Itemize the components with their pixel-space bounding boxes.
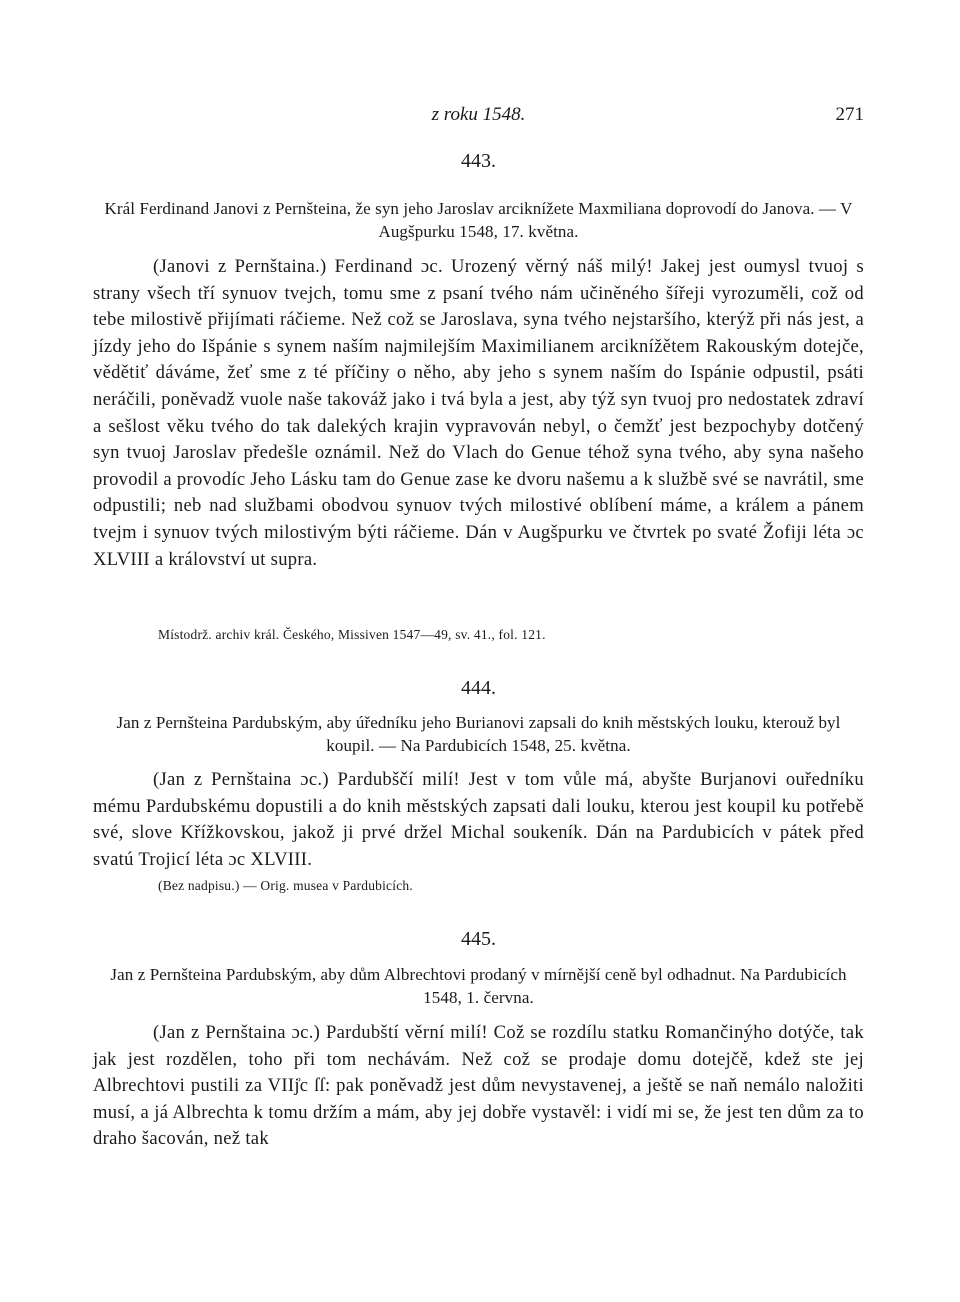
letter-source: (Bez nadpisu.) — Orig. musea v Pardubicích. — [158, 878, 413, 893]
letter-summary: Jan z Pernšteina Pardubským, aby dům Albrechtovi prodaný v mírnější ceně byl odhadnut. Na Pardubicích 1548, 1. června. — [110, 965, 847, 1007]
letter-summary: Jan z Pernšteina Pardubským, aby úředníku jeho Burianovi zapsali do knih městských louku, kterouž byl koupil. — Na Pardubicích 1548, 25. května. — [116, 713, 841, 755]
page-header — [93, 104, 864, 134]
letter-body: (Jan z Pernštaina ɔc.) Pardubščí milí! Jest v tom vůle má, abyšte Burjanovi ouředníku mému Pardubskému dopustili a do knih městských zapsati dali louku, kterou jest koupil ku potřebě své, slove Křížkovskou, jakož ji prvé držel Michal soukeník. Dán na Pardubicích v pátek před svatú Trojicí léta ɔc XLVIII. — [93, 769, 864, 870]
letter-source: Místodrž. archiv král. Českého, Missiven 1547—49, sv. 41., fol. 121. — [158, 627, 546, 642]
page-number: 271 — [835, 104, 864, 125]
letter-body: (Janovi z Pernštaina.) Ferdinand ɔc. Urozený věrný náš milý! Jakej jest oumysl tvuoj s strany všech tří synuov tvejch, tomu sme z psaní tvého nám učiněného šířeji vyrozuměli, což od tebe milostivě přijímati ráčieme. Než což se Jaroslava, syna tvého nejstaršího, kterýž při nás jest, a jízdy jeho do Išpánie s synem naším najmilejším Maximilianem arciknížětem Rakouským dotejče, vědětiť dáváme, žeť sme z té příčiny o něho, aby jeho s synem naším do Ispánie odpustil, psáti neráčili, poněvadž vuole naše takováž jako i tvá byla a jest, aby týž syn tvuoj pro nedostatek zdraví a sešlost věku tvého do tak dalekých krajin vypravován nebyl, o čemžť jest bezpochyby dotčený syn tvuoj Jaroslav předešle oznámil. Než do Vlach do Genue téhož syna tvého, aby syna našeho provodil a provodíc Jeho Lásku tam do Genue zase ke dvoru našemu a k službě své se navrátil, sme odpustili; neb nad službami obodvou synuov tvých milostivé oblíbení máme, a králem a pánem tvejm i synuov tvých milostivým býti ráčieme. Dán v Augšpurku ve čtvrtek po svaté Žofiji léta ɔc XLVIII a království ut supra. — [93, 256, 864, 570]
letter-number: 443. — [461, 150, 496, 172]
letter-number: 445. — [461, 928, 496, 950]
letter-body: (Jan z Pernštaina ɔc.) Pardubští věrní milí! Což se rozdílu statku Romančinýho dotýče, tak jak jest rozdělen, toho při tom nechávám. Než což se prodaje domu dotejčě, kdež ste jej Albrechtovi pustili za VIIj͗c ſſ: pak poněvadž jest dům nevystavenej, a ještě se naň nemálo naložiti musí, a já Albrechta k tomu držím a mám, aby jej dobře vystavěl: i vidí mi se, že jest ten dům za to draho šacován, než tak — [93, 1022, 864, 1150]
letter-number: 444. — [461, 677, 496, 699]
letter-summary: Král Ferdinand Janovi z Pernšteina, že syn jeho Jaroslav arciknížete Maxmiliana doprovodí do Janova. — V Augšpurku 1548, 17. května. — [104, 199, 853, 241]
running-title: z roku 1548. — [431, 104, 526, 125]
